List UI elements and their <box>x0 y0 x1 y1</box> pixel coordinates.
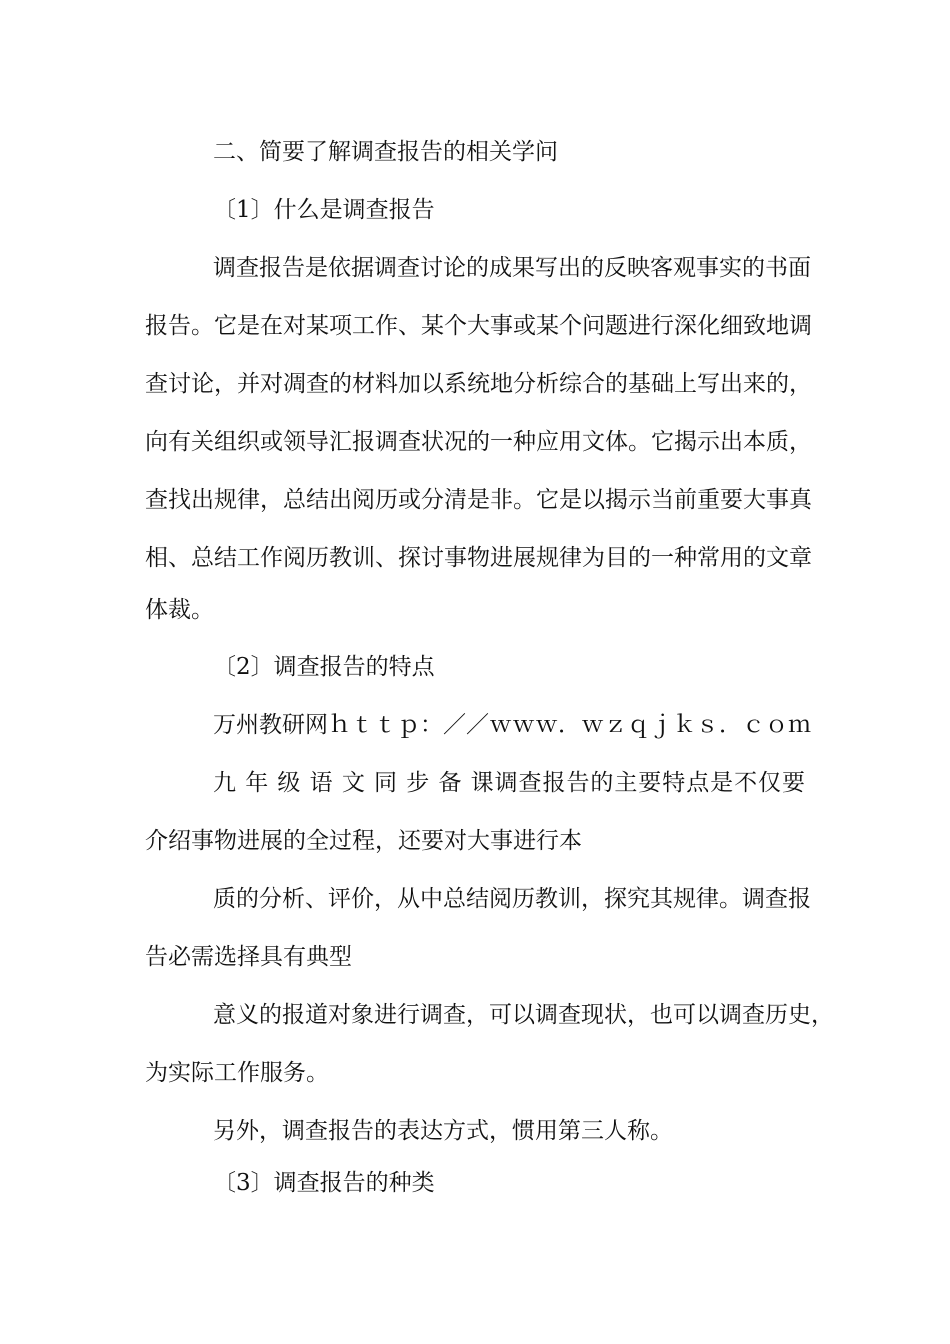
paragraph-line: 查讨论，并对凋查的材料加以系统地分析综合的基础上写出来的， <box>145 371 812 397</box>
paragraph-line: 查找出规律，总结出阅历或分清是非。它是以揭示当前重要大事真 <box>145 487 812 513</box>
subsection-heading-2: 〔2〕调查报告的特点 <box>213 654 435 680</box>
paragraph-line: 体裁。 <box>145 597 214 623</box>
paragraph-line: 为实际工作服务。 <box>145 1060 329 1086</box>
paragraph-line: 告必需选择具有典型 <box>145 944 352 970</box>
subsection-heading-1: 〔1〕什么是调查报告 <box>213 197 435 223</box>
paragraph-line: 向有关组织或领导汇报调查状况的一种应用文体。它揭示出本质， <box>145 429 812 455</box>
paragraph-line: 相、总结工作阅历教训、探讨事物进展规律为目的一种常用的文章 <box>145 545 812 571</box>
website-url-line: 万州教研网ｈｔｔｐ：／／ｗｗｗ．ｗｚｑｊｋｓ．ｃｏｍ <box>213 712 811 738</box>
paragraph-line: 另外，调查报告的表达方式，惯用第三人称。 <box>213 1118 673 1144</box>
paragraph-line: 九 年 级 语 文 同 步 备 课调查报告的主要特点是不仅要 <box>213 770 805 796</box>
paragraph-line: 报告。它是在对某项工作、某个大事或某个问题进行深化细致地调 <box>145 313 812 339</box>
paragraph-line: 质的分析、评价，从中总结阅历教训，探究其规律。调查报 <box>213 886 811 912</box>
section-heading: 二、简要了解调查报告的相关学问 <box>213 139 558 165</box>
paragraph-line: 介绍事物进展的全过程，还要对大事进行本 <box>145 828 582 854</box>
subsection-heading-3: 〔3〕调查报告的种类 <box>213 1170 435 1196</box>
paragraph-line: 意义的报道对象进行调查，可以调查现状，也可以调查历史， <box>213 1002 834 1028</box>
paragraph-line: 调查报告是依据调查讨论的成果写出的反映客观事实的书面 <box>213 255 811 281</box>
